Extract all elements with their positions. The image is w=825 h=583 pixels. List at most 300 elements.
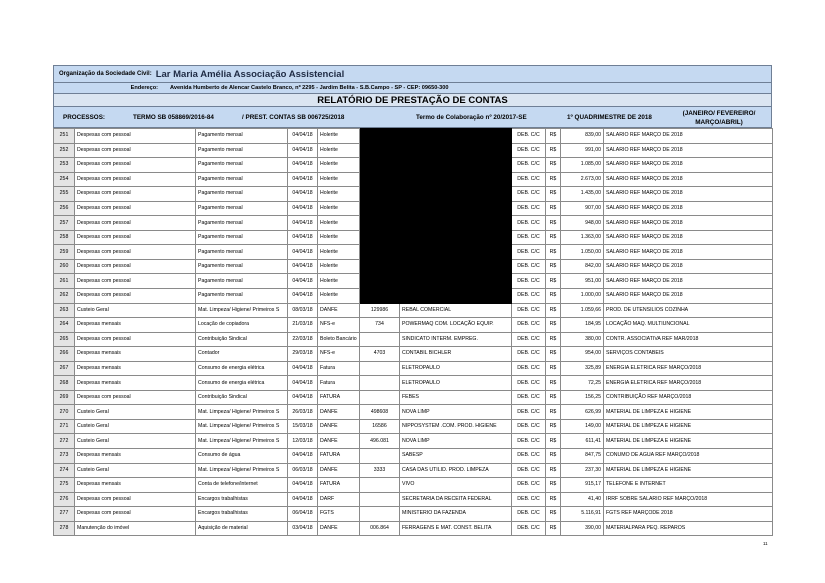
currency-cell: R$ (546, 390, 561, 405)
date-cell: 04/04/18 (288, 172, 318, 187)
account-type-cell: DEB. C/C (512, 521, 546, 536)
history-cell: MATERIAL DE LIMPEZA E HIGIENE (604, 419, 773, 434)
description-cell: Consumo de energia elétrica (196, 376, 288, 391)
document-type-cell: Fatura (318, 376, 360, 391)
amount-cell: 2.673,00 (561, 172, 604, 187)
date-cell: 21/03/18 (288, 318, 318, 333)
amount-cell: 839,00 (561, 129, 604, 144)
payee-cell (400, 158, 512, 173)
document-number-cell (360, 245, 400, 260)
document-number-cell (360, 158, 400, 173)
history-cell: MATERIAL DE LIMPEZA E HIGIENE (604, 434, 773, 449)
row-number-cell: 275 (54, 478, 75, 493)
date-cell: 22/03/18 (288, 332, 318, 347)
currency-cell: R$ (546, 274, 561, 289)
payee-cell (400, 245, 512, 260)
payee-cell: VIVO (400, 478, 512, 493)
account-type-cell: DEB. C/C (512, 245, 546, 260)
payee-cell (400, 259, 512, 274)
org-label: Organização da Sociedade Civil: (59, 71, 152, 77)
amount-cell: 5.116,91 (561, 507, 604, 522)
history-cell: ENERGIA ELETRICA REF MARÇO/2018 (604, 361, 773, 376)
category-cell: Manutenção do imóvel (75, 521, 196, 536)
category-cell: Despesas mensais (75, 478, 196, 493)
date-cell: 04/04/18 (288, 129, 318, 144)
date-cell: 03/04/18 (288, 521, 318, 536)
category-cell: Despesas mensais (75, 347, 196, 362)
amount-cell: 325,89 (561, 361, 604, 376)
date-cell: 15/03/18 (288, 419, 318, 434)
history-cell: PROD. DE UTENSILIOS COZINHA (604, 303, 773, 318)
description-cell: Pagamento mensal (196, 289, 288, 304)
date-cell: 04/04/18 (288, 216, 318, 231)
processos-row (53, 106, 772, 128)
account-type-cell: DEB. C/C (512, 434, 546, 449)
description-cell: Mat. Limpeza/ Higiene/ Primeiros S (196, 434, 288, 449)
table-row (54, 274, 773, 289)
document-type-cell: DANFE (318, 419, 360, 434)
table-row (54, 434, 773, 449)
history-cell: TELEFONE E INTERNET (604, 478, 773, 493)
document-type-cell: DANFE (318, 434, 360, 449)
amount-cell: 915,17 (561, 478, 604, 493)
currency-cell: R$ (546, 245, 561, 260)
row-number-cell: 254 (54, 172, 75, 187)
account-type-cell: DEB. C/C (512, 172, 546, 187)
date-cell: 04/04/18 (288, 245, 318, 260)
document-number-cell (360, 187, 400, 202)
quadrimestre: 1º QUADRIMESTRE DE 2018 (567, 114, 652, 121)
account-type-cell: DEB. C/C (512, 230, 546, 245)
document-type-cell: FATURA (318, 390, 360, 405)
category-cell: Despesas mensais (75, 376, 196, 391)
date-cell: 04/04/18 (288, 230, 318, 245)
account-type-cell: DEB. C/C (512, 507, 546, 522)
document-number-cell (360, 129, 400, 144)
currency-cell: R$ (546, 303, 561, 318)
processos-label: PROCESSOS: (63, 114, 105, 121)
history-cell: MATERIALPARA PEQ. REPAROS (604, 521, 773, 536)
row-number-cell: 274 (54, 463, 75, 478)
row-number-cell: 268 (54, 376, 75, 391)
history-cell: CONUMO DE AGUA REF MARÇO/2018 (604, 449, 773, 464)
address-value: Avenida Humberto de Alencar Castelo Branco, nº 2295 - Jardim Belita - S.B.Campo - SP - CEP: 09650-300 (170, 85, 449, 91)
payee-cell: SECRETARIA DA RECEITA FEDERAL (400, 492, 512, 507)
account-type-cell: DEB. C/C (512, 318, 546, 333)
row-number-cell: 261 (54, 274, 75, 289)
document-number-cell: 006.864 (360, 521, 400, 536)
document-type-cell: Holerite (318, 230, 360, 245)
amount-cell: 390,00 (561, 521, 604, 536)
row-number-cell: 259 (54, 245, 75, 260)
document-type-cell: DARF (318, 492, 360, 507)
payee-cell (400, 201, 512, 216)
document-number-cell (360, 507, 400, 522)
table-row (54, 507, 773, 522)
category-cell: Despesas com pessoal (75, 274, 196, 289)
table-row (54, 259, 773, 274)
date-cell: 04/04/18 (288, 449, 318, 464)
document-type-cell: Fatura (318, 361, 360, 376)
expenses-table-body (54, 129, 773, 536)
table-row (54, 201, 773, 216)
description-cell: Mat. Limpeza/ Higiene/ Primeiros S (196, 419, 288, 434)
history-cell: SALARIO REF MARÇO DE 2018 (604, 289, 773, 304)
address-label: Endereço: (130, 85, 158, 91)
payee-cell: FEBES (400, 390, 512, 405)
currency-cell: R$ (546, 478, 561, 493)
description-cell: Pagamento mensal (196, 245, 288, 260)
category-cell: Despesas mensais (75, 361, 196, 376)
payee-cell (400, 143, 512, 158)
account-type-cell: DEB. C/C (512, 419, 546, 434)
category-cell: Despesas mensais (75, 318, 196, 333)
account-type-cell: DEB. C/C (512, 478, 546, 493)
row-number-cell: 262 (54, 289, 75, 304)
currency-cell: R$ (546, 347, 561, 362)
account-type-cell: DEB. C/C (512, 332, 546, 347)
account-type-cell: DEB. C/C (512, 187, 546, 202)
table-row (54, 318, 773, 333)
currency-cell: R$ (546, 318, 561, 333)
history-cell: MATERIAL DE LIMPEZA E HIGIENE (604, 463, 773, 478)
table-row (54, 332, 773, 347)
account-type-cell: DEB. C/C (512, 492, 546, 507)
document-number-cell (360, 332, 400, 347)
document-type-cell: Holerite (318, 158, 360, 173)
date-cell: 04/04/18 (288, 201, 318, 216)
history-cell: LOCAÇÃO MAQ. MULTIUNCIONAL (604, 318, 773, 333)
row-number-cell: 278 (54, 521, 75, 536)
category-cell: Custeio Geral (75, 419, 196, 434)
row-number-cell: 271 (54, 419, 75, 434)
description-cell: Contador (196, 347, 288, 362)
document-number-cell: 4703 (360, 347, 400, 362)
history-cell: SALARIO REF MARÇO DE 2018 (604, 158, 773, 173)
account-type-cell: DEB. C/C (512, 216, 546, 231)
account-type-cell: DEB. C/C (512, 347, 546, 362)
document-type-cell: Holerite (318, 245, 360, 260)
category-cell: Despesas com pessoal (75, 492, 196, 507)
date-cell: 08/03/18 (288, 303, 318, 318)
payee-cell: NOVA LIMP (400, 434, 512, 449)
row-number-cell: 263 (54, 303, 75, 318)
account-type-cell: DEB. C/C (512, 405, 546, 420)
date-cell: 04/04/18 (288, 274, 318, 289)
amount-cell: 991,00 (561, 143, 604, 158)
currency-cell: R$ (546, 129, 561, 144)
currency-cell: R$ (546, 230, 561, 245)
date-cell: 29/03/18 (288, 347, 318, 362)
category-cell: Despesas com pessoal (75, 143, 196, 158)
payee-cell: ELETROPAULO (400, 376, 512, 391)
history-cell: IRRF SOBRE SALARIO REF MARÇO/2018 (604, 492, 773, 507)
row-number-cell: 276 (54, 492, 75, 507)
currency-cell: R$ (546, 332, 561, 347)
amount-cell: 1.363,00 (561, 230, 604, 245)
document-number-cell (360, 449, 400, 464)
document-number-cell (360, 259, 400, 274)
table-row (54, 143, 773, 158)
document-type-cell: NFS-e (318, 347, 360, 362)
description-cell: Pagamento mensal (196, 216, 288, 231)
document-type-cell: Holerite (318, 201, 360, 216)
row-number-cell: 253 (54, 158, 75, 173)
description-cell: Pagamento mensal (196, 129, 288, 144)
history-cell: SALARIO REF MARÇO DE 2018 (604, 129, 773, 144)
description-cell: Encargos trabalhistas (196, 507, 288, 522)
row-number-cell: 269 (54, 390, 75, 405)
document-number-cell: 734 (360, 318, 400, 333)
document-number-cell (360, 172, 400, 187)
currency-cell: R$ (546, 289, 561, 304)
row-number-cell: 264 (54, 318, 75, 333)
table-row (54, 449, 773, 464)
table-row (54, 376, 773, 391)
account-type-cell: DEB. C/C (512, 201, 546, 216)
category-cell: Despesas com pessoal (75, 201, 196, 216)
currency-cell: R$ (546, 187, 561, 202)
account-type-cell: DEB. C/C (512, 259, 546, 274)
table-row (54, 419, 773, 434)
category-cell: Despesas com pessoal (75, 187, 196, 202)
document-number-cell: 129986 (360, 303, 400, 318)
table-row (54, 187, 773, 202)
description-cell: Consumo de água (196, 449, 288, 464)
payee-cell: CONTABIL BICHLER (400, 347, 512, 362)
document-type-cell: DANFE (318, 521, 360, 536)
currency-cell: R$ (546, 507, 561, 522)
document-type-cell: Holerite (318, 143, 360, 158)
description-cell: Locação de copiadora (196, 318, 288, 333)
termo-colaboracao: Termo de Colaboração nº 20/2017-SE (416, 114, 527, 121)
account-type-cell: DEB. C/C (512, 274, 546, 289)
description-cell: Consumo de energia elétrica (196, 361, 288, 376)
category-cell: Despesas com pessoal (75, 390, 196, 405)
history-cell: SALARIO REF MARÇO DE 2018 (604, 230, 773, 245)
description-cell: Pagamento mensal (196, 201, 288, 216)
amount-cell: 380,00 (561, 332, 604, 347)
report-sheet (53, 65, 772, 536)
currency-cell: R$ (546, 521, 561, 536)
date-cell: 04/04/18 (288, 158, 318, 173)
document-type-cell: Holerite (318, 129, 360, 144)
document-number-cell: 496.081 (360, 434, 400, 449)
amount-cell: 842,00 (561, 259, 604, 274)
history-cell: SALARIO REF MARÇO DE 2018 (604, 187, 773, 202)
document-number-cell: 3333 (360, 463, 400, 478)
amount-cell: 149,00 (561, 419, 604, 434)
row-number-cell: 251 (54, 129, 75, 144)
row-number-cell: 277 (54, 507, 75, 522)
row-number-cell: 257 (54, 216, 75, 231)
document-type-cell: Holerite (318, 259, 360, 274)
history-cell: SALARIO REF MARÇO DE 2018 (604, 245, 773, 260)
payee-cell: SABESP (400, 449, 512, 464)
payee-cell: CASA DAS UTILID. PROD. LIMPEZA (400, 463, 512, 478)
date-cell: 06/04/18 (288, 507, 318, 522)
history-cell: SALARIO REF MARÇO DE 2018 (604, 143, 773, 158)
amount-cell: 156,25 (561, 390, 604, 405)
document-number-cell: 498608 (360, 405, 400, 420)
history-cell: CONTRIBUIÇÃO REF MARÇO/2018 (604, 390, 773, 405)
history-cell: SALARIO REF MARÇO DE 2018 (604, 172, 773, 187)
payee-cell: ELETROPAULO (400, 361, 512, 376)
date-cell: 12/03/18 (288, 434, 318, 449)
periodo: (JANEIRO/ FEVEREIRO/ MARÇO/ABRIL) (682, 110, 756, 126)
description-cell: Pagamento mensal (196, 143, 288, 158)
currency-cell: R$ (546, 172, 561, 187)
document-number-cell (360, 361, 400, 376)
category-cell: Despesas com pessoal (75, 245, 196, 260)
category-cell: Despesas com pessoal (75, 129, 196, 144)
currency-cell: R$ (546, 201, 561, 216)
currency-cell: R$ (546, 463, 561, 478)
currency-cell: R$ (546, 434, 561, 449)
amount-cell: 237,30 (561, 463, 604, 478)
document-type-cell: Holerite (318, 172, 360, 187)
document-type-cell: FGTS (318, 507, 360, 522)
history-cell: MATERIAL DE LIMPEZA E HIGIENE (604, 405, 773, 420)
category-cell: Despesas com pessoal (75, 158, 196, 173)
currency-cell: R$ (546, 492, 561, 507)
description-cell: Pagamento mensal (196, 259, 288, 274)
payee-cell: REBAL COMERCIAL (400, 303, 512, 318)
document-type-cell: FATURA (318, 449, 360, 464)
document-number-cell (360, 390, 400, 405)
amount-cell: 907,00 (561, 201, 604, 216)
document-number-cell (360, 376, 400, 391)
document-number-cell (360, 289, 400, 304)
table-row (54, 492, 773, 507)
currency-cell: R$ (546, 143, 561, 158)
row-number-cell: 255 (54, 187, 75, 202)
account-type-cell: DEB. C/C (512, 158, 546, 173)
payee-cell: FERRAGENS E MAT. CONST. BELITA (400, 521, 512, 536)
amount-cell: 954,00 (561, 347, 604, 362)
amount-cell: 184,95 (561, 318, 604, 333)
description-cell: Contribuição Sindical (196, 390, 288, 405)
amount-cell: 1.000,00 (561, 289, 604, 304)
prest-contas: / PREST. CONTAS SB 006725/2018 (242, 114, 345, 121)
expenses-table (53, 128, 773, 536)
table-row (54, 463, 773, 478)
amount-cell: 611,41 (561, 434, 604, 449)
document-number-cell (360, 492, 400, 507)
currency-cell: R$ (546, 449, 561, 464)
payee-cell (400, 187, 512, 202)
amount-cell: 41,40 (561, 492, 604, 507)
document-number-cell: 16586 (360, 419, 400, 434)
category-cell: Despesas mensais (75, 449, 196, 464)
date-cell: 04/04/18 (288, 187, 318, 202)
history-cell: SALARIO REF MARÇO DE 2018 (604, 274, 773, 289)
table-row (54, 216, 773, 231)
amount-cell: 1.435,00 (561, 187, 604, 202)
document-number-cell (360, 216, 400, 231)
row-number-cell: 273 (54, 449, 75, 464)
category-cell: Custeio Geral (75, 463, 196, 478)
category-cell: Despesas com pessoal (75, 259, 196, 274)
amount-cell: 1.085,00 (561, 158, 604, 173)
account-type-cell: DEB. C/C (512, 361, 546, 376)
table-row (54, 390, 773, 405)
account-type-cell: DEB. C/C (512, 303, 546, 318)
payee-cell: SINDICATO INTERM. EMPREG. (400, 332, 512, 347)
date-cell: 04/04/18 (288, 390, 318, 405)
amount-cell: 626,99 (561, 405, 604, 420)
document-number-cell (360, 274, 400, 289)
document-type-cell: Holerite (318, 216, 360, 231)
category-cell: Custeio Geral (75, 434, 196, 449)
history-cell: SALARIO REF MARÇO DE 2018 (604, 259, 773, 274)
category-cell: Despesas com pessoal (75, 230, 196, 245)
description-cell: Encargos trabalhistas (196, 492, 288, 507)
document-type-cell: DANFE (318, 463, 360, 478)
category-cell: Despesas com pessoal (75, 289, 196, 304)
document-type-cell: FATURA (318, 478, 360, 493)
category-cell: Despesas com pessoal (75, 172, 196, 187)
description-cell: Aquisição de material (196, 521, 288, 536)
table-row (54, 405, 773, 420)
row-number-cell: 260 (54, 259, 75, 274)
date-cell: 04/04/18 (288, 259, 318, 274)
row-number-cell: 256 (54, 201, 75, 216)
category-cell: Despesas com pessoal (75, 216, 196, 231)
document-type-cell: Boleto Bancário (318, 332, 360, 347)
payee-cell (400, 230, 512, 245)
description-cell: Pagamento mensal (196, 158, 288, 173)
table-row (54, 230, 773, 245)
document-number-cell (360, 478, 400, 493)
description-cell: Pagamento mensal (196, 172, 288, 187)
row-number-cell: 270 (54, 405, 75, 420)
page-number: 11 (763, 541, 768, 546)
address-row (53, 82, 772, 93)
payee-cell: MINISTERIO DA FAZENDA (400, 507, 512, 522)
document-number-cell (360, 201, 400, 216)
document-type-cell: DANFE (318, 303, 360, 318)
currency-cell: R$ (546, 361, 561, 376)
row-number-cell: 267 (54, 361, 75, 376)
document-type-cell: Holerite (318, 187, 360, 202)
table-row (54, 158, 773, 173)
date-cell: 04/04/18 (288, 376, 318, 391)
date-cell: 04/04/18 (288, 289, 318, 304)
history-cell: CONTR. ASSOCIATIVA REF MAR/2018 (604, 332, 773, 347)
description-cell: Pagamento mensal (196, 230, 288, 245)
table-row (54, 129, 773, 144)
description-cell: Pagamento mensal (196, 187, 288, 202)
report-title: RELATÓRIO DE PRESTAÇÃO DE CONTAS (53, 93, 772, 106)
history-cell: SERVIÇOS CONTABEIS (604, 347, 773, 362)
description-cell: Pagamento mensal (196, 274, 288, 289)
table-row (54, 478, 773, 493)
document-type-cell: DANFE (318, 405, 360, 420)
currency-cell: R$ (546, 405, 561, 420)
amount-cell: 948,00 (561, 216, 604, 231)
amount-cell: 847,75 (561, 449, 604, 464)
amount-cell: 72,25 (561, 376, 604, 391)
payee-cell (400, 274, 512, 289)
table-row (54, 347, 773, 362)
table-row (54, 361, 773, 376)
payee-cell (400, 289, 512, 304)
history-cell: SALARIO REF MARÇO DE 2018 (604, 201, 773, 216)
payee-cell (400, 216, 512, 231)
date-cell: 04/04/18 (288, 492, 318, 507)
payee-cell (400, 129, 512, 144)
